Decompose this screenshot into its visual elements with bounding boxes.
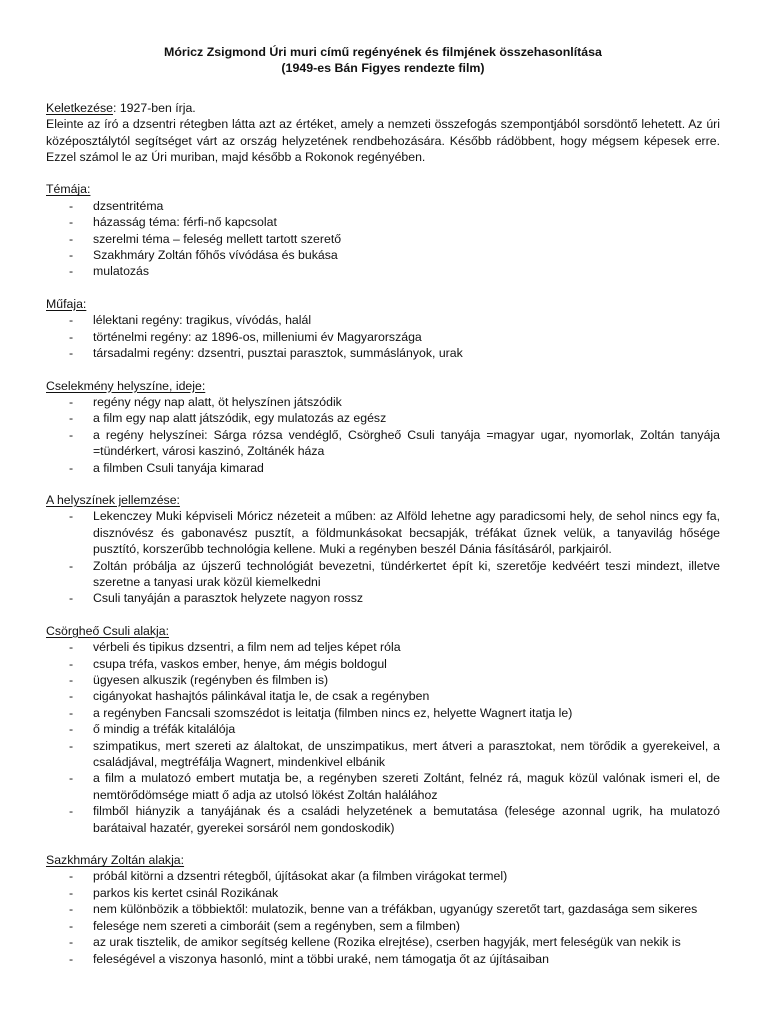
document-section: [46, 852, 720, 967]
document-title: [46, 44, 720, 77]
section-list: [46, 639, 720, 836]
list-item: [46, 803, 720, 836]
list-item: [46, 705, 720, 721]
intro-heading: Keletkezése: [46, 100, 113, 115]
list-item-text: ügyesen alkuszik (regényben és filmben is): [93, 673, 329, 687]
list-item: [46, 688, 720, 704]
list-item: [46, 885, 720, 901]
list-item-text: történelmi regény: az 1896-os, milleniumi év Magyarországa: [93, 329, 422, 344]
section-list: [46, 198, 720, 280]
document-section: [46, 492, 720, 607]
section-list: [46, 508, 720, 606]
list-item: [46, 410, 720, 426]
list-item-text: Zoltán próbálja az újszerű technológiát bevezetni, tündérkertet épít ki, szeretője kedvéért teszi mindezt, illetve szeretne a tanyasi urak közül kiemelkedni: [93, 558, 720, 589]
list-item: [46, 951, 720, 967]
list-item: [46, 329, 720, 345]
list-item-text: a filmben Csuli tanyája kimarad: [93, 460, 264, 475]
intro-heading-suffix: : 1927-ben írja.: [113, 100, 196, 115]
dash-bullet: -: [69, 558, 74, 573]
list-item-text: próbál kitörni a dzsentri rétegből, újításokat akar (a filmben virágokat termel): [93, 869, 508, 884]
list-item: [46, 770, 720, 803]
list-item-text: Lekenczey Muki képviseli Móricz nézeteit a műben: az Alföld lehetne agy paradicsomi hely, de sehol nincs egy fa, disznóvész és gabonavész pusztít, a földmunkásokat becsapják, tréfákat űznek velük, a tanyavilág hősége pusztító, korszerűbb technológia kellene. Muki a regényben beszél Dánia fásításáról, parkjairól.: [93, 509, 720, 557]
list-item-text: Csuli tanyáján a parasztok helyzete nagyon rossz: [93, 591, 363, 606]
document-section: [46, 181, 720, 279]
list-item-text: házasság téma: férfi-nő kapcsolat: [93, 215, 277, 230]
intro-paragraph: Eleinte az író a dzsentri rétegben látta azt az értéket, amely a nemzeti összefogás szempontjából sorsdöntő lehetett. Az úri középosztálytól segítséget várt az ország helyzetének rendbehozására. Később rádöbbent, hogy mégsem képesek erre. Ezzel számol le az Úri muriban, majd később a Rokonok regényében.: [46, 117, 720, 165]
section-heading: Témája:: [46, 182, 91, 197]
list-item-text: cigányokat hashajtós pálinkával itatja le, de csak a regényben: [93, 689, 430, 704]
list-item: [46, 263, 720, 279]
dash-bullet: -: [69, 951, 74, 966]
list-item: [46, 738, 720, 771]
list-item-text: lélektani regény: tragikus, vívódás, halál: [93, 313, 312, 328]
dash-bullet: -: [69, 656, 74, 671]
dash-bullet: -: [69, 313, 74, 328]
dash-bullet: -: [69, 231, 74, 246]
section-heading: Csörgheő Csuli alakja:: [46, 623, 170, 638]
list-item-text: dzsentritéma: [93, 198, 164, 213]
dash-bullet: -: [69, 394, 74, 409]
list-item-text: ő mindig a tréfák kitalálója: [93, 722, 236, 737]
list-item: [46, 427, 720, 460]
list-item-text: a regényben Fancsali szomszédot is leitatja (filmben nincs ez, helyette Wagnert itatja le): [93, 705, 573, 720]
list-item: [46, 231, 720, 247]
list-item-text: nem különbözik a többiektől: mulatozik, benne van a tréfákban, ugyanúgy szeretőt tart, gazdasága sem sikeres: [93, 902, 698, 917]
dash-bullet: -: [69, 460, 74, 475]
list-item-text: az urak tisztelik, de amikor segítség kellene (Rozika elrejtése), cserben hagyják, mert feleségük van nekik is: [93, 935, 681, 950]
list-item-text: mulatozás: [93, 264, 150, 279]
list-item: [46, 590, 720, 606]
dash-bullet: -: [69, 885, 74, 900]
list-item: [46, 934, 720, 950]
dash-bullet: -: [69, 935, 74, 950]
list-item: [46, 247, 720, 263]
dash-bullet: -: [69, 346, 74, 361]
dash-bullet: -: [69, 869, 74, 884]
section-heading: A helyszínek jellemzése:: [46, 492, 180, 507]
list-item: [46, 312, 720, 328]
title-line-2: (1949-es Bán Figyes rendezte film): [281, 61, 485, 76]
dash-bullet: -: [69, 804, 74, 819]
dash-bullet: -: [69, 427, 74, 442]
list-item-text: a regény helyszínei: Sárga rózsa vendéglő, Csörgheő Csuli tanyája =magyar ugar, nyomorlak, Zoltán tanyája =tündérkert, városi kaszinó, Zoltánék háza: [93, 427, 720, 459]
dash-bullet: -: [69, 248, 74, 263]
list-item-text: filmből hiányzik a tanyájának és a családi helyzetének a bemutatása (felesége azonnal ugrik, ha mulatozó barátaival hazatér, gyerekei sorsáról nem gondoskodik): [93, 804, 720, 835]
title-line-1: Móricz Zsigmond Úri muri című regényének és filmjének összehasonlítása: [164, 45, 602, 59]
section-list: [46, 312, 720, 361]
dash-bullet: -: [69, 771, 74, 786]
list-item: [46, 460, 720, 476]
list-item-text: Szakhmáry Zoltán főhős vívódása és bukása: [93, 248, 338, 263]
list-item-text: feleségével a viszonya hasonló, mint a többi uraké, nem támogatja őt az újításaiban: [93, 951, 549, 966]
dash-bullet: -: [69, 738, 74, 753]
document-section: [46, 623, 720, 836]
list-item-text: parkos kis kertet csinál Rozikának: [93, 885, 279, 900]
section-heading: Sazkhmáry Zoltán alakja:: [46, 853, 185, 868]
list-item-text: szerelmi téma – feleség mellett tartott szerető: [93, 231, 342, 246]
list-item-text: regény négy nap alatt, öt helyszínen játszódik: [93, 394, 342, 409]
list-item: [46, 721, 720, 737]
section-list: [46, 394, 720, 476]
dash-bullet: -: [69, 215, 74, 230]
dash-bullet: -: [69, 411, 74, 426]
list-item-text: a film egy nap alatt játszódik, egy mulatozás az egész: [93, 411, 387, 426]
section-list: [46, 868, 720, 966]
list-item: [46, 868, 720, 884]
list-item: [46, 639, 720, 655]
list-item-text: vérbeli és tipikus dzsentri, a film nem ad teljes képet róla: [93, 640, 401, 655]
intro-section: [46, 100, 720, 166]
dash-bullet: -: [69, 509, 74, 524]
list-item: [46, 901, 720, 917]
dash-bullet: -: [69, 722, 74, 737]
list-item-text: csupa tréfa, vaskos ember, henye, ám mégis boldogul: [93, 656, 387, 671]
list-item: [46, 394, 720, 410]
dash-bullet: -: [69, 673, 74, 687]
dash-bullet: -: [69, 640, 74, 655]
dash-bullet: -: [69, 198, 74, 213]
sections-container: [46, 181, 720, 966]
list-item: [46, 198, 720, 214]
list-item-text: felesége nem szereti a cimboráit (sem a regényben, sem a filmben): [93, 918, 461, 933]
list-item-text: társadalmi regény: dzsentri, pusztai parasztok, summáslányok, urak: [93, 346, 463, 361]
list-item-text: szimpatikus, mert szereti az álaltokat, de unszimpatikus, mert átveri a parasztokat, nem törődik a gyerekeivel, a családjával, megtréfálja Wagnert, mindenkivel elbánik: [93, 738, 720, 770]
list-item: [46, 656, 720, 672]
dash-bullet: -: [69, 264, 74, 279]
list-item: [46, 508, 720, 557]
document-section: [46, 296, 720, 362]
intro-heading-line: [46, 100, 720, 116]
dash-bullet: -: [69, 902, 74, 917]
dash-bullet: -: [69, 689, 74, 704]
dash-bullet: -: [69, 329, 74, 344]
list-item-text: a film a mulatozó embert mutatja be, a regényben szereti Zoltánt, felnéz rá, maguk közül valónak ismeri el, de nemtörődömsége miatt ő adja az utolsó lökést Zoltán halálához: [93, 771, 720, 802]
dash-bullet: -: [69, 705, 74, 720]
list-item: [46, 918, 720, 934]
list-item: [46, 214, 720, 230]
document-section: [46, 378, 720, 476]
section-heading: Cselekmény helyszíne, ideje:: [46, 378, 206, 393]
list-item: [46, 558, 720, 591]
section-heading: Műfaja:: [46, 296, 87, 311]
dash-bullet: -: [69, 918, 74, 933]
list-item: [46, 345, 720, 361]
list-item: [46, 672, 720, 688]
dash-bullet: -: [69, 591, 74, 606]
